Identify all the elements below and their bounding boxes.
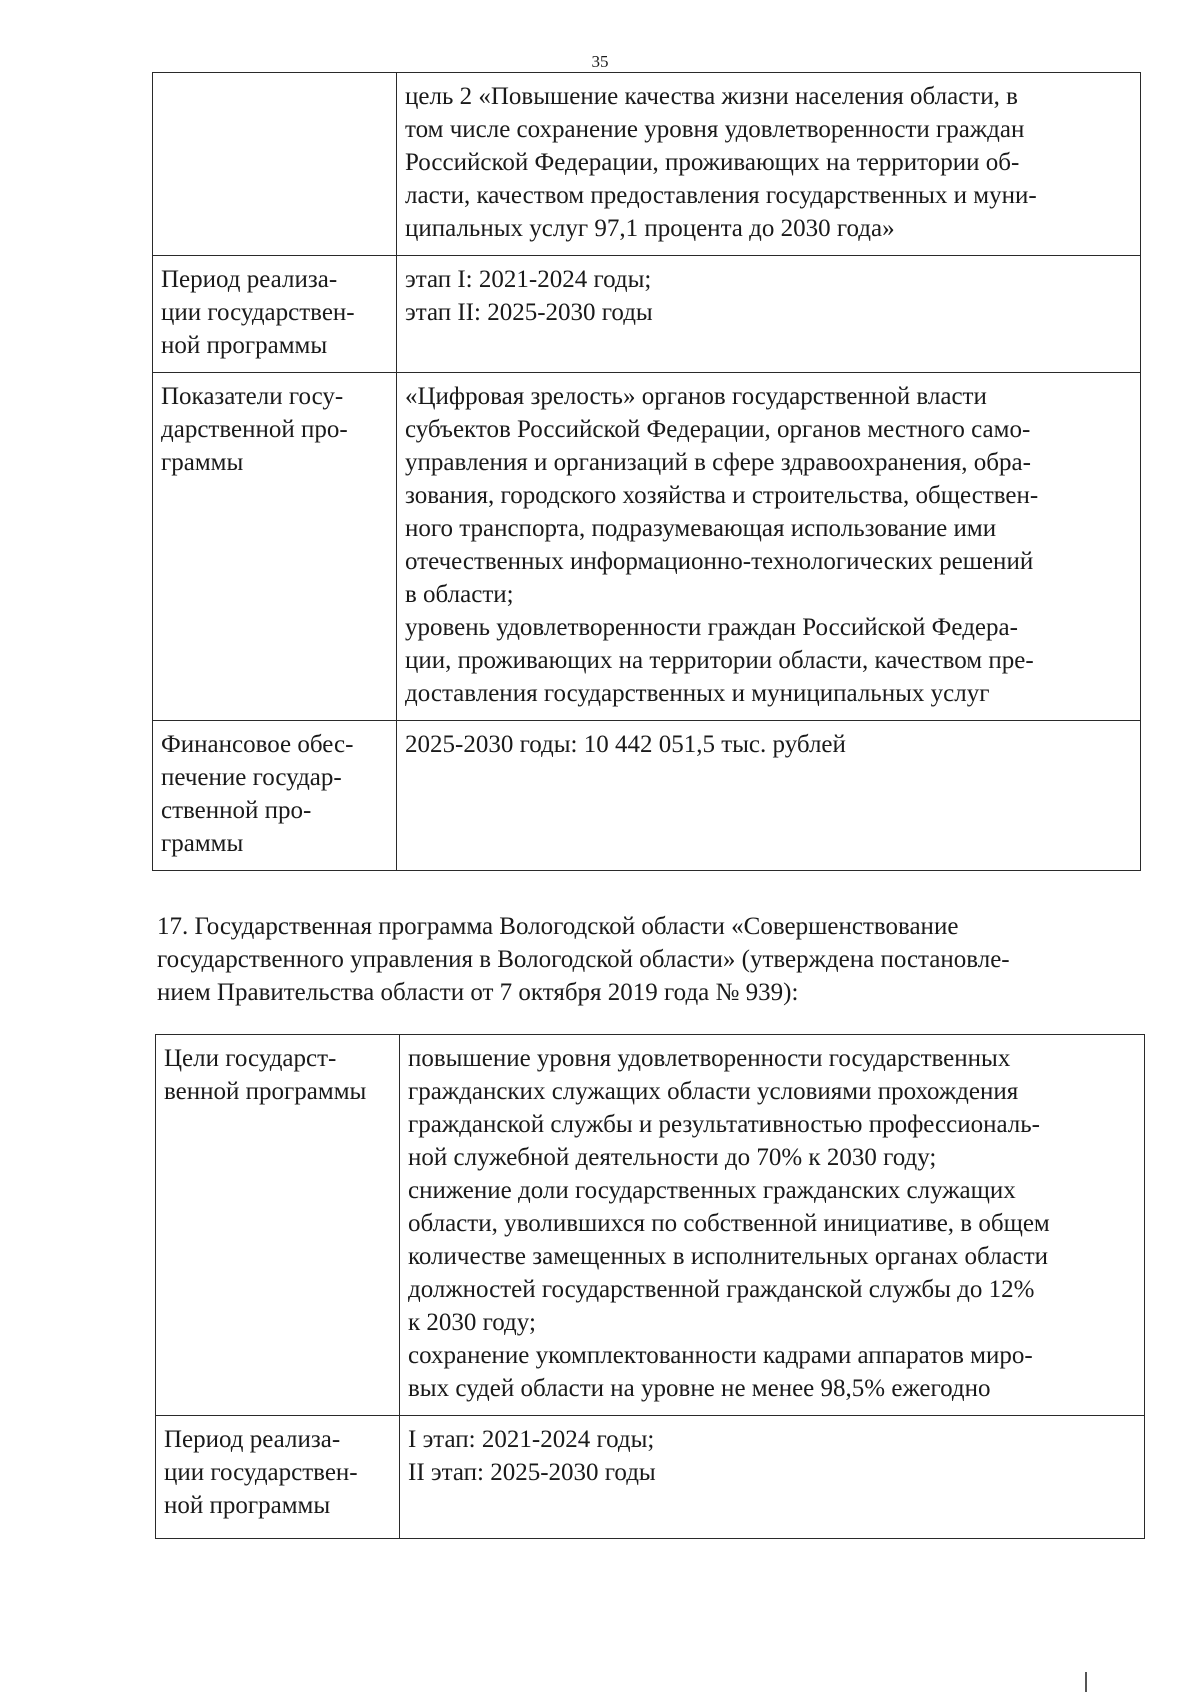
scan-mark	[1085, 1672, 1087, 1692]
program-passport-table-2	[155, 1034, 1145, 1539]
table-row	[153, 721, 1141, 871]
row-label	[153, 73, 397, 256]
row-label: Период реализа- ции государствен- ной программы	[156, 1416, 400, 1539]
row-value: этап I: 2021-2024 годы; этап II: 2025-2030 годы	[397, 256, 1141, 373]
row-value: «Цифровая зрелость» органов государственной власти субъектов Российской Федерации, органов местного само- управления и организаций в сфере здравоохранения, обра- зования, городского хозяйства и строительства, обществен- ного транспорта, подразумевающая использование ими отечественных информационно-технологических решений в области; уровень удовлетворенности граждан Российской Федера- ции, проживающих на территории области, качеством пре- доставления государственных и муниципальных услуг	[397, 373, 1141, 721]
row-label: Период реализа- ции государствен- ной программы	[153, 256, 397, 373]
row-value: повышение уровня удовлетворенности государственных гражданских служащих области условиями прохождения гражданской службы и результативностью профессиональ- ной служебной деятельности до 70% к 2030 году; снижение доли государственных гражданских служащих области, уволившихся по собственной инициативе, в общем количестве замещенных в исполнительных органах области должностей государственной гражданской службы до 12% к 2030 году; сохранение укомплектованности кадрами аппаратов миро- вых судей области на уровне не менее 98,5% ежегодно	[400, 1035, 1145, 1416]
table-row	[156, 1035, 1145, 1416]
row-label: Показатели госу- дарственной про- граммы	[153, 373, 397, 721]
section-17-heading: 17. Государственная программа Вологодской области «Совершенствование государственного управления в Вологодской области» (утверждена постановле- нием Правительства области от 7 октября 2019 года № 939):	[157, 913, 1010, 1006]
table-row	[153, 256, 1141, 373]
program-passport-table-1	[152, 72, 1141, 871]
row-value: цель 2 «Повышение качества жизни населения области, в том числе сохранение уровня удовлетворенности граждан Российской Федерации, проживающих на территории об- ласти, качеством предоставления государственных и муни- ципальных услуг 97,1 процента до 2030 года»	[397, 73, 1141, 256]
table-row	[156, 1416, 1145, 1539]
row-value: I этап: 2021-2024 годы; II этап: 2025-2030 годы	[400, 1416, 1145, 1539]
table-row	[153, 73, 1141, 256]
row-label: Цели государст- венной программы	[156, 1035, 400, 1416]
table-row	[153, 373, 1141, 721]
row-value: 2025-2030 годы: 10 442 051,5 тыс. рублей	[397, 721, 1141, 871]
row-label: Финансовое обес- печение государ- ственной про- граммы	[153, 721, 397, 871]
page-number: 35	[591, 52, 609, 71]
